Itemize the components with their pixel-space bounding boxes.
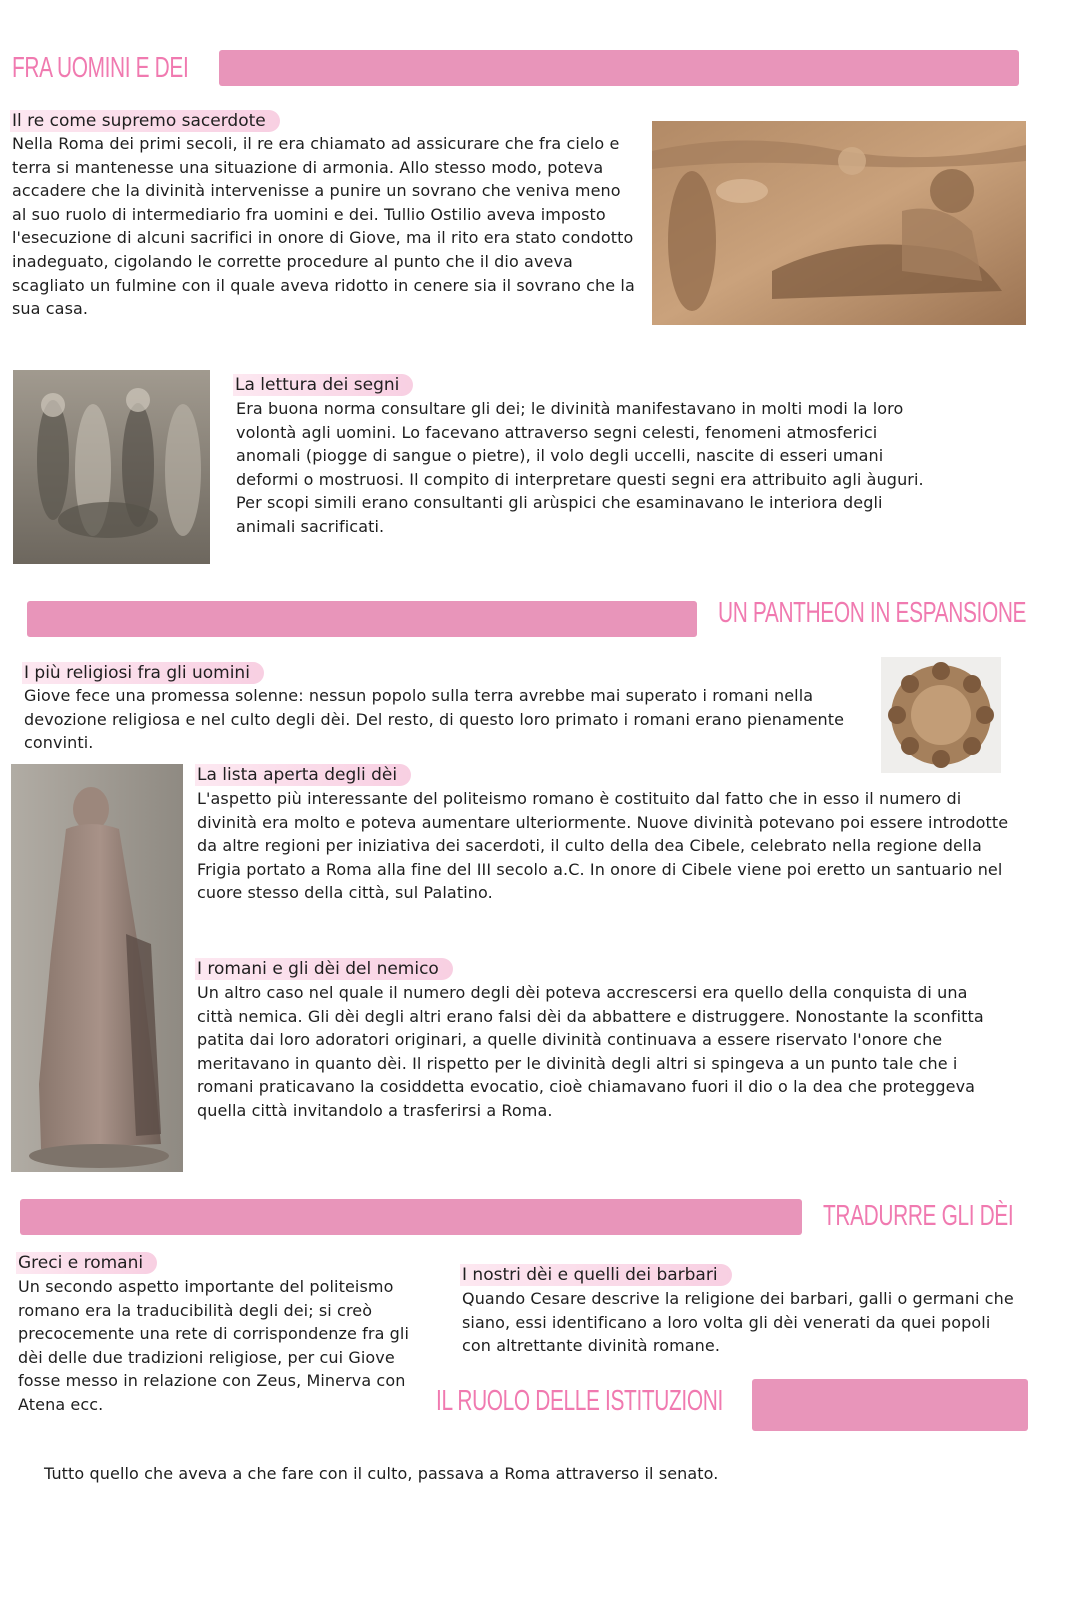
paragraph-istituzioni: Tutto quello che aveva a che fare con il culto, passava a Roma attraverso il senato.	[44, 1464, 719, 1483]
heading-re-sacerdote: Il re come supremo sacerdote	[10, 110, 280, 132]
section-bar	[20, 1199, 802, 1235]
section-bar	[219, 50, 1019, 86]
paragraph-religiosi: Giove fece una promessa solenne: nessun popolo sulla terra avrebbe mai superato i romani nella devozione religiosa e nel culto degli dèi. Del resto, di questo loro primato i romani erano pienamente convinti.	[24, 686, 845, 753]
heading-greci-romani: Greci e romani	[16, 1252, 157, 1274]
section-bar	[752, 1379, 1028, 1431]
relief-banquet-image	[652, 121, 1026, 325]
heading-lettura-segni: La lettura dei segni	[233, 374, 413, 396]
paragraph-re-sacerdote: Nella Roma dei primi secoli, il re era chiamato ad assicurare che fra cielo e terra si mantenesse una situazione di armonia. Allo stesso modo, poteva accadere che la divinità intervenisse a punire un sovrano che veniva meno al suo ruolo di intermediario fra uomini e dei. Tullio Ostilio aveva imposto l'esecuzione di alcuni sacrifici in onore di Giove, ma il rito era stato condotto inadeguato, cigolando le corrette procedure al punto che il dio aveva scagliato un fulmine con il quale aveva ridotto in cenere sia il sovrano che la sua casa.	[12, 134, 635, 319]
paragraph-greci-romani: Un secondo aspetto importante del politeismo romano era la traducibilità degli dei; si creò precocemente una rete di corrispondenze fra gli dèi delle due tradizioni religiose, per cui Giove fosse messo in relazione con Zeus, Minerva con Atena ecc.	[18, 1277, 410, 1414]
heading-lista-aperta: La lista aperta degli dèi	[195, 764, 411, 786]
heading-religiosi: I più religiosi fra gli uomini	[22, 662, 264, 684]
section-bar	[27, 601, 697, 637]
section-title-istituzioni: IL RUOLO DELLE ISTITUZIONI	[436, 1385, 723, 1417]
paragraph-dei-nemico: Un altro caso nel quale il numero degli dèi poteva accrescersi era quello della conquista di una città nemica. Gli dèi degli altri erano falsi dèi da abbattere e distruggere. Nonostante la sconfitta patita dai loro adoratori originari, a quelle divinità continuava a essere riservato l'onore che meritavano in quanto dèi. Il rispetto per le divinità degli altri si spingeva a un punto tale che i romani praticavano la cosiddetta evocatio, cioè chiamavano fuori il dio o la dea che proteggeva quella città invitandolo a trasferirsi a Roma.	[197, 983, 984, 1120]
relief-sacrifice-image	[13, 370, 210, 564]
altar-disc-image	[881, 657, 1001, 773]
statue-image	[11, 764, 183, 1172]
paragraph-lista-aperta: L'aspetto più interessante del politeismo romano è costituito dal fatto che in esso il numero di divinità era molto e poteva aumentare ulteriormente. Nuove divinità potevano poi essere introdotte da altre regioni per iniziativa dei sacerdoti, il culto della dea Cibele, celebrato nella regione della Frigia portato a Roma alla fine del III secolo a.C. In onore di Cibele viene poi eretto un santuario nel cuore stesso della città, sul Palatino.	[197, 789, 1009, 903]
section-title-pantheon: UN PANTHEON IN ESPANSIONE	[718, 597, 1027, 629]
paragraph-barbari: Quando Cesare descrive la religione dei barbari, galli o germani che siano, essi identificano a loro volta gli dèi venerati da quei popoli con altrettante divinità romane.	[462, 1289, 1014, 1356]
section-title-tradurre: TRADURRE GLI DÈI	[823, 1200, 1014, 1232]
paragraph-lettura-segni: Era buona norma consultare gli dei; le divinità manifestavano in molti modi la loro volontà agli uomini. Lo facevano attraverso segni celesti, fenomeni atmosferici anomali (piogge di sangue o pietre), il volo degli uccelli, nascite di esseri umani deformi o mostruosi. Il compito di interpretare questi segni era attribuito agli àuguri. Per scopi simili erano consultanti gli arùspici che esaminavano le interiora degli animali sacrificati.	[236, 399, 924, 536]
heading-barbari: I nostri dèi e quelli dei barbari	[460, 1264, 732, 1286]
heading-dei-nemico: I romani e gli dèi del nemico	[195, 958, 453, 980]
section-title-fra-uomini-e-dei: FRA UOMINI E DEI	[12, 52, 189, 84]
